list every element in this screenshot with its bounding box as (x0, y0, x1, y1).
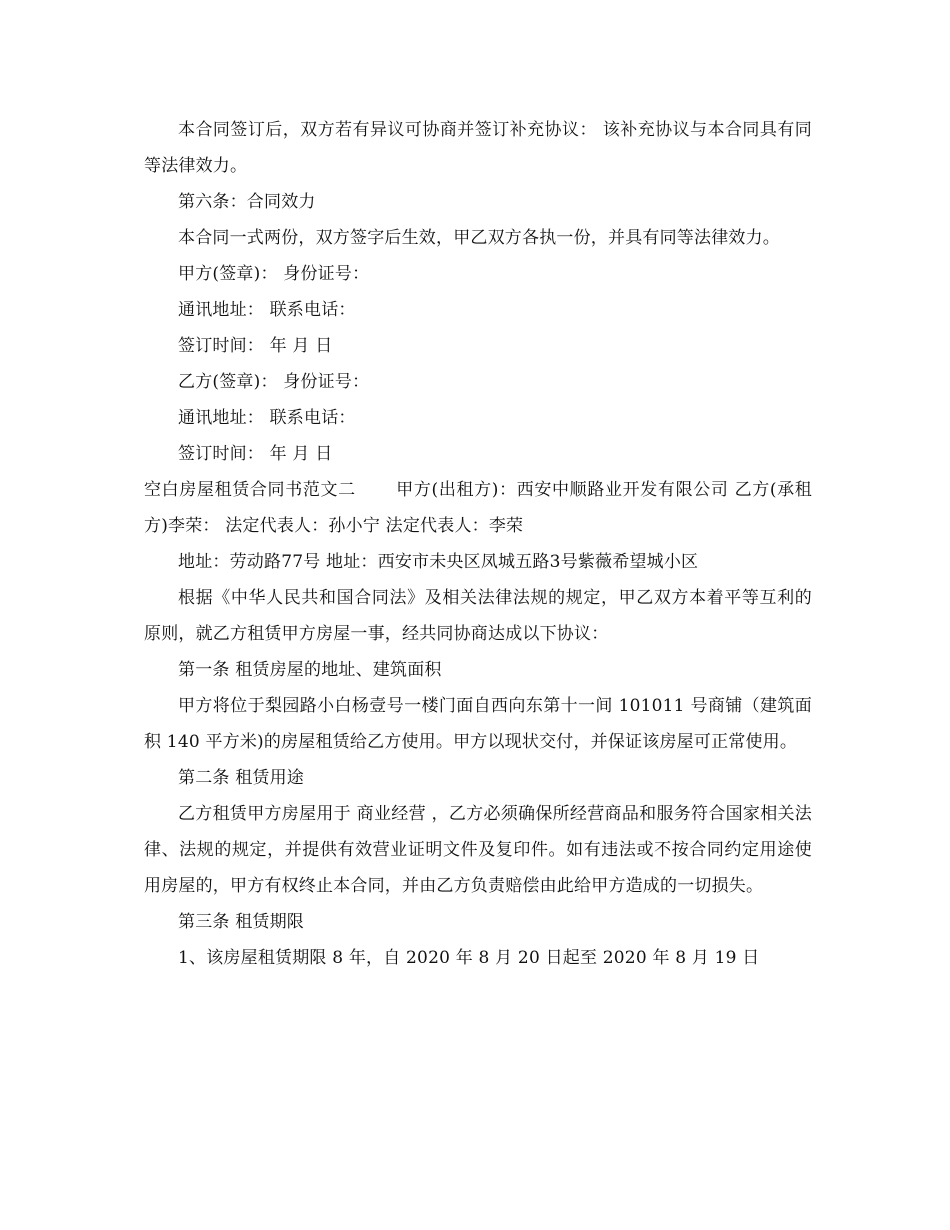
party-b-date-line: 签订时间： 年 月 日 (178, 444, 333, 464)
party-a-date-line: 签订时间： 年 月 日 (178, 336, 333, 356)
contract-title: 空白房屋租赁合同书范文二 (144, 480, 356, 500)
paragraph-lease-term: 1、该房屋租赁期限 8 年，自 2020 年 8 月 20 日起至 2020 年 8 月 19 日 (178, 948, 760, 968)
contract-parties: 甲方(出租方)：西安中顺路业开发有限公司 乙方(承租方)李荣： 法定代表人：孙小宁 法定代表人：李荣 (144, 480, 813, 536)
contract-title-and-parties (144, 472, 812, 544)
party-b-signature-line: 乙方(签章)： 身份证号： (178, 372, 370, 392)
paragraph-premises: 甲方将位于梨园路小白杨壹号一楼门面自西向东第十一间 101011 号商铺（建筑面积 140 平方米)的房屋租赁给乙方使用。甲方以现状交付，并保证该房屋可正常使用。 (144, 696, 812, 752)
party-a-address-line: 通讯地址： 联系电话： (178, 300, 356, 320)
heading-article-6: 第六条：合同效力 (178, 192, 316, 212)
party-a-signature-line: 甲方(签章)： 身份证号： (178, 264, 370, 284)
heading-article-2: 第二条 租赁用途 (178, 768, 305, 788)
heading-article-1: 第一条 租赁房屋的地址、建筑面积 (178, 660, 442, 680)
party-b-address-line: 通讯地址： 联系电话： (178, 408, 356, 428)
heading-article-3: 第三条 租赁期限 (178, 912, 305, 932)
paragraph-legal-basis: 根据《中华人民共和国合同法》及相关法律法规的规定，甲乙双方本着平等互利的原则，就乙方租赁甲方房屋一事，经共同协商达成以下协议： (144, 588, 812, 644)
paragraph-contract-validity: 本合同一式两份，双方签字后生效，甲乙双方各执一份，并具有同等法律效力。 (178, 228, 780, 248)
document-page (144, 112, 812, 976)
paragraph-usage: 乙方租赁甲方房屋用于 商业经营 ，乙方必须确保所经营商品和服务符合国家相关法律、法规的规定，并提供有效营业证明文件及复印件。如有违法或不按合同约定用途使用房屋的，甲方有权终止本合同，并由乙方负责赔偿由此给甲方造成的一切损失。 (144, 804, 812, 896)
address-line: 地址：劳动路77号 地址：西安市未央区凤城五路3号紫薇希望城小区 (178, 552, 699, 572)
paragraph-supplement-clause: 本合同签订后，双方若有异议可协商并签订补充协议： 该补充协议与本合同具有同等法律效力。 (144, 120, 812, 176)
